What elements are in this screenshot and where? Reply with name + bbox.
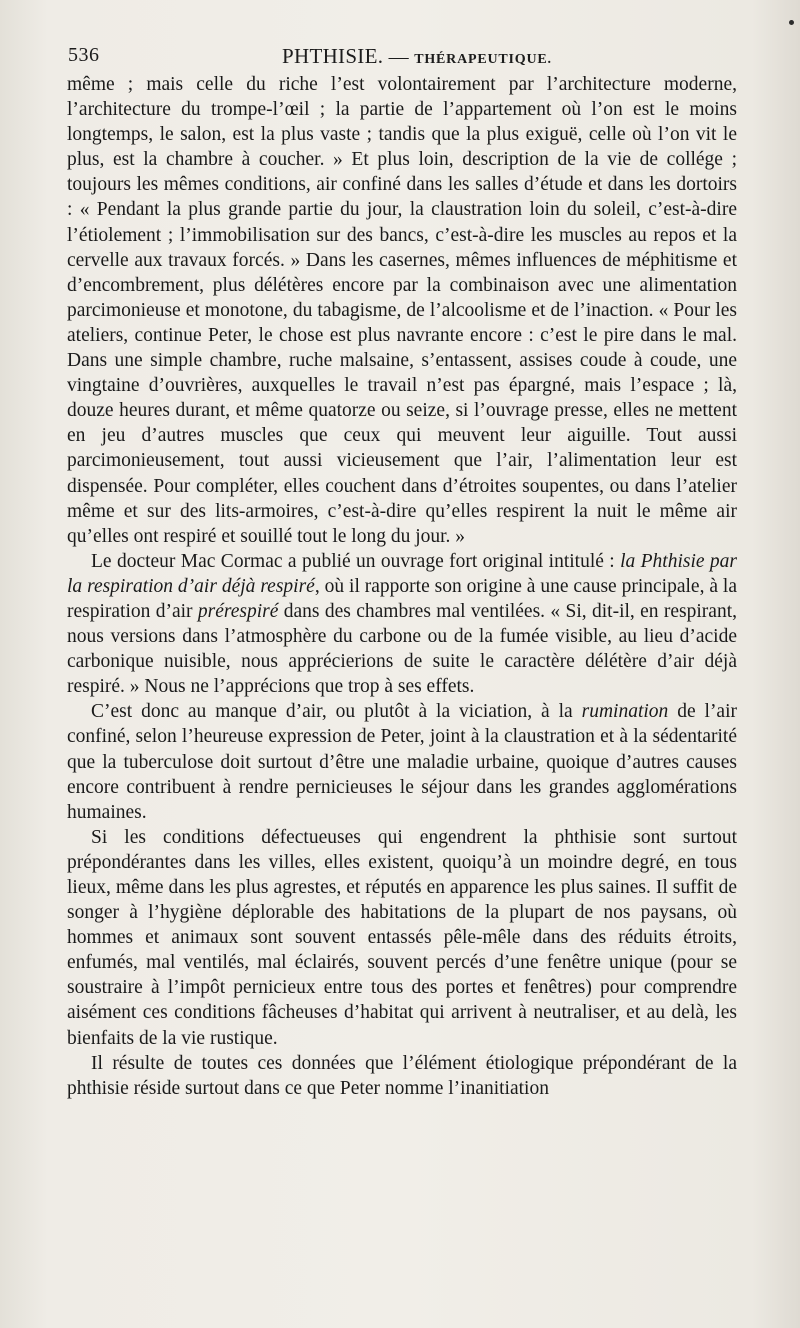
paragraph-text: C’est donc au manque d’air, ou plutôt à la viciation, à la xyxy=(91,701,582,723)
italic-text: prérespiré xyxy=(197,600,279,622)
paragraph xyxy=(67,549,737,700)
page-number: 536 xyxy=(68,44,100,66)
page-corner-mark xyxy=(789,20,794,25)
paragraph-text: dans des chambres mal ventilées. « Si, dit-il, en respirant, nous versions dans l’atmosphère du carbone ou de la fumée visible, au lieu d’acide carbonique nuisible, nous apprécierions de suite le caractère délétère d’air déjà respiré. » Nous ne l’apprécions que trop à ses effets. xyxy=(67,600,737,698)
paragraph xyxy=(67,1051,737,1101)
italic-text: la Phthisie par la respiration d’air déjà respiré xyxy=(67,550,737,597)
paragraph-text: Si les conditions défectueuses qui engendrent la phthisie sont surtout prépondérantes dans les villes, elles existent, quoiqu’à un moindre degré, en tous lieux, même dans les plus agrestes, et réputés en apparence les plus saines. Il suffit de songer à l’hygiène déplorable des habitations de la plupart de nos paysans, où hommes et animaux sont souvent entassés pêle-mêle dans des réduits étroits, enfumés, mal ventilés, mal éclairés, souvent percés d’une fenêtre unique (pour se soustraire à l’impôt pernicieux entre tous des portes et fenêtres) pour comprendre aisément ces conditions fâcheuses d’habitat qui arrivent à neutraliser, et au delà, les bienfaits de la vie rustique. xyxy=(67,826,737,1049)
paragraph-text: , où il rapporte son origine à une cause principale, à la respiration d’air xyxy=(67,575,737,622)
running-title-sub: THÉRAPEUTIQUE. xyxy=(414,52,552,67)
running-title-dash: — xyxy=(388,46,409,68)
body-text xyxy=(67,72,737,1101)
running-title-main: PHTHISIE. xyxy=(282,44,384,68)
paragraph-text: de l’air confiné, selon l’heureuse expression de Peter, joint à la claustration et à la sédentarité que la tuberculose doit surtout d’être une maladie urbaine, quoique d’autres causes encore contribuent à rendre pernicieuses le séjour dans les grandes agglomérations humaines. xyxy=(67,701,738,823)
running-header xyxy=(68,40,748,70)
paragraph-text: Il résulte de toutes ces données que l’élément étiologique prépondérant de la phthisie réside surtout dans ce que Peter nomme l’inanitiation xyxy=(67,1052,737,1099)
paragraph xyxy=(67,699,737,824)
paragraph-text: Le docteur Mac Cormac a publié un ouvrage fort original intitulé : xyxy=(91,550,621,572)
italic-text: rumination xyxy=(581,701,669,723)
paragraph xyxy=(67,72,737,549)
running-title xyxy=(282,44,552,69)
paragraph-text: même ; mais celle du riche l’est volontairement par l’architecture moderne, l’architecture du trompe-l’œil ; la partie de l’appartement où l’on est le moins longtemps, le salon, est la plus vaste ; tandis que la plus exiguë, celle où l’on vit le plus, est la chambre à coucher. » Et plus loin, description de la vie de collége ; toujours les mêmes conditions, air confiné dans les salles d’étude et dans les dortoirs : « Pendant la plus grande partie du jour, la claustration loin du soleil, c’est-à-dire l’étiolement ; l’immobilisation sur des bancs, c’est-à-dire les muscles au repos et la cervelle aux travaux forcés. » Dans les casernes, mêmes influences de méphitisme et d’encombrement, plus délétères encore par la combinaison avec une alimentation parcimonieuse et monotone, du tabagisme, de l’alcoolisme et de l’inaction. « Pour les ateliers, continue Peter, le chose est plus navrante encore : c’est le pire dans le mal. Dans une simple chambre, ruche malsaine, s’entassent, assises coude à coude, une vingtaine d’ouvrières, auxquelles le travail n’est pas épargné, mais l’espace ; là, douze heures durant, et même quatorze ou seize, si l’ouvrage presse, elles ne mettent en jeu d’autres muscles que ceux qui meuvent leur aiguille. Tout aussi parcimonieusement, tout aussi vicieusement que l’air, l’alimentation leur est dispensée. Pour compléter, elles couchent dans d’étroites soupentes, ou dans l’atelier même et sur des lits-armoires, c’est-à-dire qu’elles respirent la nuit le même air qu’elles ont respiré et souillé tout le long du jour. » xyxy=(67,74,737,547)
paragraph xyxy=(67,825,737,1051)
